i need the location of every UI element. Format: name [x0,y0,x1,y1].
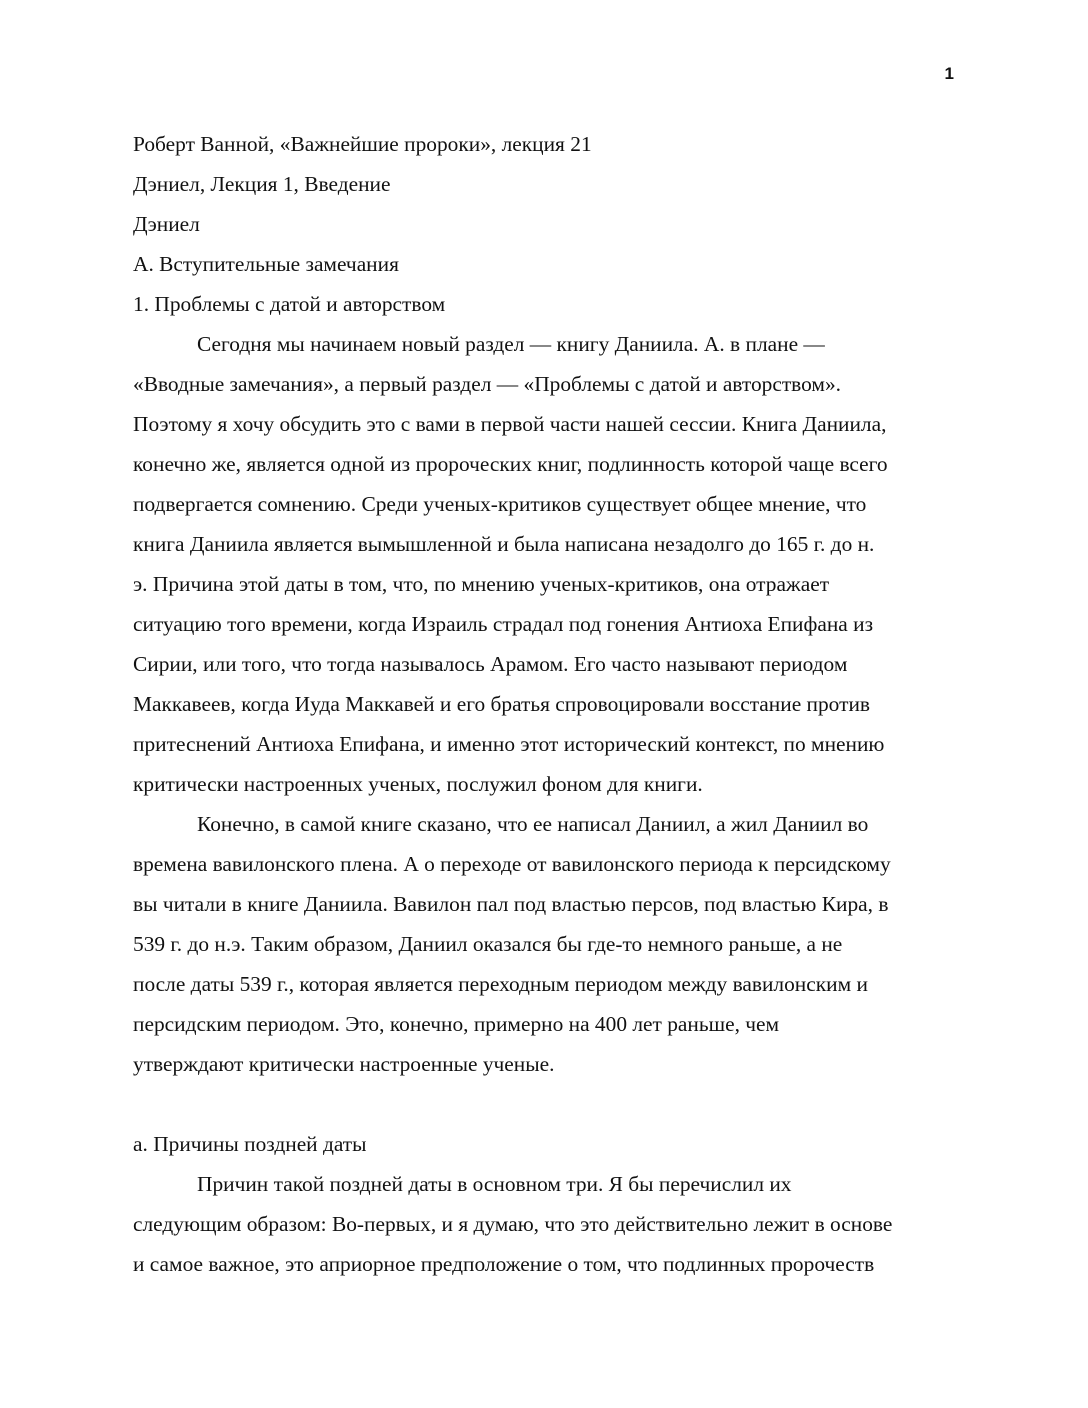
paragraph-line: времена вавилонского плена. А о переходе от вавилонского периода к персидскому [133,852,891,876]
paragraph-1 [133,324,955,804]
outline-heading-a: А. Вступительные замечания [133,252,399,276]
paragraph-line: ситуацию того времени, когда Израиль страдал под гонения Антиоха Епифана из [133,612,874,636]
paragraph-line: «Вводные замечания», а первый раздел — «Проблемы с датой и авторством». [133,372,841,396]
paragraph-line: Сирии, или того, что тогда называлось Арамом. Его часто называют периодом [133,652,848,676]
paragraph-line: Конечно, в самой книге сказано, что ее написал Даниил, а жил Даниил во [197,812,869,836]
paragraph-line: 539 г. до н.э. Таким образом, Даниил оказался бы где-то немного раньше, а не [133,932,843,956]
paragraph-line: Причин такой поздней даты в основном три. Я бы перечислил их [197,1172,792,1196]
paragraph-line: критически настроенных ученых, послужил фоном для книги. [133,772,703,796]
paragraph-line: после даты 539 г., которая является переходным периодом между вавилонским и [133,972,868,996]
paragraph-line: и самое важное, это априорное предположение о том, что подлинных пророчеств [133,1252,875,1276]
paragraph-line: Сегодня мы начинаем новый раздел — книгу Даниила. А. в плане — [197,332,825,356]
paragraph-2 [133,804,955,1084]
paragraph-line: э. Причина этой даты в том, что, по мнению ученых-критиков, она отражает [133,572,830,596]
paragraph-line: конечно же, является одной из пророческих книг, подлинность которой чаще всего [133,452,888,476]
paragraph-line: утверждают критически настроенные ученые. [133,1052,555,1076]
paragraph-3 [133,1164,955,1284]
paragraph-line: книга Даниила является вымышленной и была написана незадолго до 165 г. до н. [133,532,875,556]
paragraph-line: персидским периодом. Это, конечно, примерно на 400 лет раньше, чем [133,1012,780,1036]
paragraph-line: вы читали в книге Даниила. Вавилон пал под властью персов, под властью Кира, в [133,892,889,916]
book-name: Дэниел [133,212,200,236]
paragraph-line: следующим образом: Во-первых, и я думаю, что это действительно лежит в основе [133,1212,893,1236]
outline-heading-a-small: а. Причины поздней даты [133,1132,367,1156]
lecture-title: Роберт Ванной, «Важнейшие пророки», лекция 21 [133,132,592,156]
blank-line [133,1084,955,1124]
paragraph-line: Маккавеев, когда Иуда Маккавей и его братья спровоцировали восстание против [133,692,870,716]
page-number: 1 [944,64,954,83]
paragraph-line: Поэтому я хочу обсудить это с вами в первой части нашей сессии. Книга Даниила, [133,412,887,436]
lecture-subtitle: Дэниел, Лекция 1, Введение [133,172,391,196]
paragraph-line: подвергается сомнению. Среди ученых-критиков существует общее мнение, что [133,492,867,516]
outline-heading-1: 1. Проблемы с датой и авторством [133,292,446,316]
document-body [133,124,955,1284]
paragraph-line: притеснений Антиоха Епифана, и именно этот исторический контекст, по мнению [133,732,885,756]
